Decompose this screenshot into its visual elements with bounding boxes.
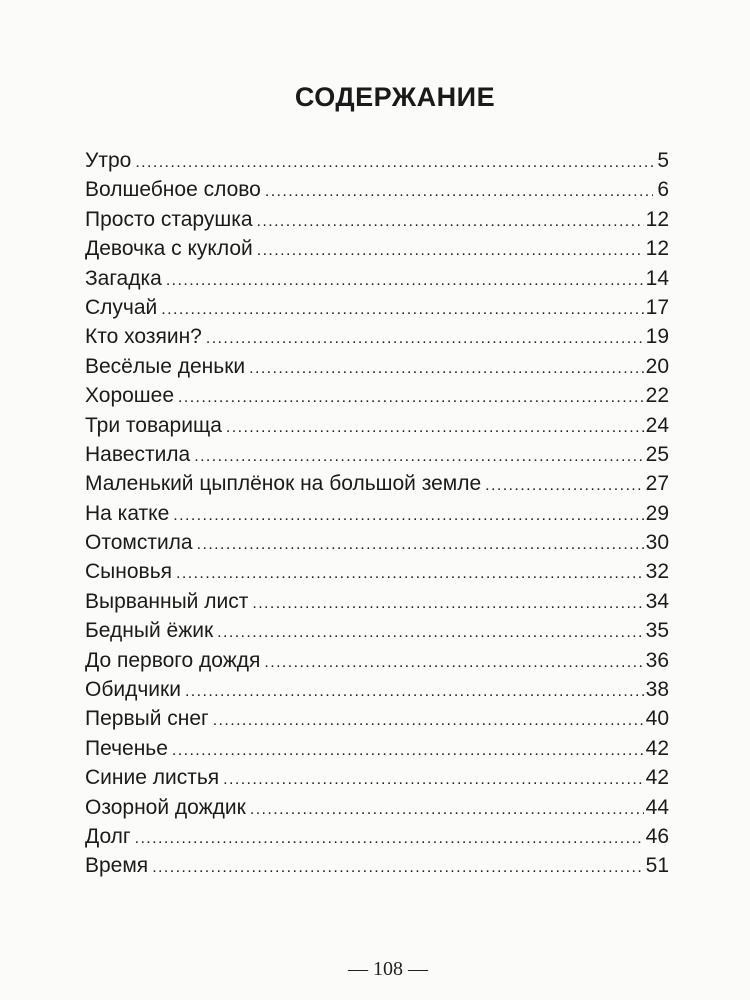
toc-entry-title: Долг (85, 824, 131, 848)
toc-entry-page: 24 (645, 413, 669, 437)
table-of-contents (85, 146, 669, 881)
contents-heading: СОДЕРЖАНИЕ (294, 82, 496, 112)
toc-entry (85, 793, 669, 822)
toc-entry-title: Загадка (85, 266, 162, 290)
toc-entry-title: Весёлые деньки (85, 354, 246, 378)
dot-leader (257, 207, 644, 236)
toc-entry-title: Кто хозяин? (85, 325, 202, 349)
toc-entry-title: До первого дождя (85, 648, 261, 672)
toc-entry-title: Время (85, 854, 149, 878)
toc-entry-title: Три товарища (85, 413, 222, 437)
toc-entry-title: Первый снег (85, 707, 209, 731)
toc-entry-title: На катке (85, 501, 170, 525)
toc-entry (85, 734, 669, 763)
toc-entry-title: Девочка с куклой (85, 237, 253, 261)
dot-leader (176, 559, 644, 588)
toc-entry-page: 25 (645, 442, 669, 466)
toc-entry (85, 381, 669, 410)
dot-leader (135, 824, 644, 853)
toc-entry-title: Сыновья (85, 560, 173, 584)
page-number: — 108 — (348, 958, 428, 980)
toc-entry (85, 763, 669, 792)
toc-entry-title: Вырванный лист (85, 589, 249, 613)
toc-entry-page: 29 (645, 501, 669, 525)
dot-leader (250, 795, 644, 824)
toc-entry (85, 557, 669, 586)
toc-entry-page: 51 (645, 854, 669, 878)
toc-entry-title: Хорошее (85, 384, 175, 408)
dot-leader (226, 413, 644, 442)
toc-entry (85, 352, 669, 381)
toc-entry-page: 12 (645, 207, 669, 231)
toc-entry-page: 36 (645, 648, 669, 672)
toc-entry (85, 646, 669, 675)
toc-entry-title: Просто старушка (85, 207, 253, 231)
dot-leader (265, 177, 653, 206)
toc-entry (85, 675, 669, 704)
toc-entry-page: 5 (657, 149, 669, 172)
toc-entry-page: 46 (645, 824, 669, 848)
toc-entry-page: 12 (645, 237, 669, 261)
toc-entry-page: 19 (645, 325, 669, 349)
toc-entry-title: Утро (85, 149, 132, 172)
toc-entry (85, 587, 669, 616)
toc-entry (85, 704, 669, 733)
toc-entry-title: Печенье (85, 736, 168, 760)
dot-leader (217, 618, 643, 647)
toc-entry-page: 34 (645, 589, 669, 613)
toc-entry-title: Отомстила (85, 531, 193, 555)
toc-entry-title: Озорной дождик (85, 795, 246, 819)
toc-entry-page: 27 (645, 472, 669, 496)
dot-leader (173, 501, 643, 530)
toc-entry-page: 20 (645, 354, 669, 378)
toc-entry-page: 38 (645, 678, 669, 702)
toc-entry (85, 322, 669, 351)
toc-entry (85, 175, 669, 204)
toc-entry-page: 30 (645, 531, 669, 555)
toc-entry-title: Волшебное слово (85, 178, 261, 202)
toc-entry-page: 44 (645, 795, 669, 819)
toc-entry (85, 822, 669, 851)
toc-entry (85, 146, 669, 175)
toc-entry (85, 411, 669, 440)
dot-leader (172, 736, 644, 765)
toc-entry (85, 205, 669, 234)
dot-leader (185, 677, 644, 706)
dot-leader (161, 295, 643, 324)
dot-leader (166, 266, 644, 295)
toc-entry (85, 528, 669, 557)
toc-entry-title: Случай (85, 295, 158, 319)
dot-leader (194, 442, 643, 471)
toc-entry-title: Навестила (85, 442, 191, 466)
toc-entry-page: 14 (645, 266, 669, 290)
toc-entry-title: Маленький цыплёнок на большой земле (85, 472, 482, 496)
toc-entry-page: 42 (645, 766, 669, 790)
dot-leader (223, 765, 643, 794)
toc-entry (85, 851, 669, 880)
dot-leader (152, 853, 643, 882)
toc-entry (85, 499, 669, 528)
toc-entry-title: Обидчики (85, 678, 181, 702)
dot-leader (264, 648, 643, 677)
dot-leader (213, 706, 644, 735)
dot-leader (178, 383, 644, 412)
toc-entry-page: 32 (645, 560, 669, 584)
dot-leader (252, 589, 643, 618)
dot-leader (206, 324, 644, 353)
toc-entry (85, 234, 669, 263)
toc-entry-page: 22 (645, 384, 669, 408)
toc-entry-page: 40 (645, 707, 669, 731)
toc-entry (85, 616, 669, 645)
toc-entry-page: 42 (645, 736, 669, 760)
dot-leader (135, 148, 653, 177)
dot-leader (485, 471, 643, 500)
toc-entry (85, 293, 669, 322)
toc-entry-title: Синие листья (85, 766, 220, 790)
toc-entry (85, 469, 669, 498)
toc-entry (85, 264, 669, 293)
toc-entry (85, 440, 669, 469)
dot-leader (257, 236, 644, 265)
dot-leader (197, 530, 644, 559)
toc-entry-page: 6 (657, 178, 669, 202)
dot-leader (249, 354, 644, 383)
toc-entry-page: 35 (645, 619, 669, 643)
toc-entry-page: 17 (645, 295, 669, 319)
toc-entry-title: Бедный ёжик (85, 619, 214, 643)
